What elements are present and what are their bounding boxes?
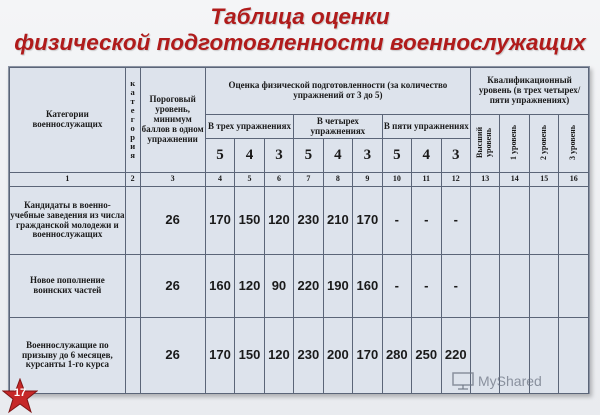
column-number: 2 bbox=[125, 173, 140, 187]
score-cell: - bbox=[382, 187, 411, 255]
score-cell: 120 bbox=[264, 187, 293, 255]
score-cell: 120 bbox=[264, 318, 293, 394]
threshold-value: 26 bbox=[140, 187, 205, 255]
slide-number-badge bbox=[2, 378, 38, 414]
score-cell: 190 bbox=[323, 255, 352, 318]
empty-cell bbox=[125, 318, 140, 394]
score-cell: 220 bbox=[441, 318, 471, 394]
empty-cell bbox=[500, 255, 529, 318]
score-cell: 160 bbox=[205, 255, 234, 318]
assessment-table bbox=[9, 67, 589, 394]
score-cell: 170 bbox=[353, 187, 382, 255]
column-number: 6 bbox=[264, 173, 293, 187]
grade-cell: 4 bbox=[235, 139, 264, 173]
slide-number: 17 bbox=[13, 387, 27, 399]
score-cell: 90 bbox=[264, 255, 293, 318]
header-in-three: В трех упражнениях bbox=[205, 115, 293, 139]
score-cell: 280 bbox=[382, 318, 411, 394]
assessment-table-container bbox=[8, 66, 590, 394]
header-qualification: Квалификационный уровень (в трех четырех/пяти упражнениях) bbox=[471, 68, 589, 115]
row-label: Военнослужащие по призыву до 6 месяцев, курсанты 1-го курса bbox=[10, 318, 126, 394]
column-number: 11 bbox=[412, 173, 441, 187]
column-number: 15 bbox=[529, 173, 558, 187]
empty-cell bbox=[559, 255, 589, 318]
qual-level-2: 2 уровень bbox=[529, 115, 558, 173]
grade-cell: 3 bbox=[353, 139, 382, 173]
watermark bbox=[452, 371, 542, 391]
qual-level-1: 1 уровень bbox=[500, 115, 529, 173]
row-label: Кандидаты в военно-учебные заведения из числа гражданской молодежи и военнослужащих bbox=[10, 187, 126, 255]
empty-cell bbox=[125, 187, 140, 255]
score-cell: 250 bbox=[412, 318, 441, 394]
score-cell: 150 bbox=[235, 187, 264, 255]
score-cell: 120 bbox=[235, 255, 264, 318]
empty-cell bbox=[125, 255, 140, 318]
threshold-value: 26 bbox=[140, 318, 205, 394]
page-title-line2: физической подготовленности военнослужащих bbox=[14, 30, 586, 55]
column-number: 13 bbox=[471, 173, 500, 187]
row-label: Новое пополнение воинских частей bbox=[10, 255, 126, 318]
score-cell: - bbox=[382, 255, 411, 318]
header-category: категория bbox=[125, 68, 140, 173]
column-number: 3 bbox=[140, 173, 205, 187]
empty-cell bbox=[529, 187, 558, 255]
column-number: 14 bbox=[500, 173, 529, 187]
score-cell: 170 bbox=[353, 318, 382, 394]
grade-cell: 3 bbox=[441, 139, 471, 173]
empty-cell bbox=[471, 187, 500, 255]
column-number: 10 bbox=[382, 173, 411, 187]
threshold-value: 26 bbox=[140, 255, 205, 318]
empty-cell bbox=[529, 255, 558, 318]
header-categories: Категории военнослужащих bbox=[10, 68, 126, 173]
score-cell: 230 bbox=[294, 318, 323, 394]
empty-cell bbox=[471, 255, 500, 318]
score-cell: 160 bbox=[353, 255, 382, 318]
column-number: 4 bbox=[205, 173, 234, 187]
column-number: 1 bbox=[10, 173, 126, 187]
grade-cell: 4 bbox=[412, 139, 441, 173]
score-cell: - bbox=[441, 187, 471, 255]
qual-level-highest: Высший уровень bbox=[471, 115, 500, 173]
grade-cell: 4 bbox=[323, 139, 352, 173]
header-in-five: В пяти упражнениях bbox=[382, 115, 470, 139]
column-number: 8 bbox=[323, 173, 352, 187]
header-in-four: В четырех упражнениях bbox=[294, 115, 382, 139]
score-cell: 170 bbox=[205, 318, 234, 394]
grade-cell: 5 bbox=[382, 139, 411, 173]
grade-cell: 5 bbox=[205, 139, 234, 173]
column-number: 16 bbox=[559, 173, 589, 187]
grade-cell: 5 bbox=[294, 139, 323, 173]
table-row bbox=[10, 187, 589, 255]
empty-cell bbox=[559, 187, 589, 255]
score-cell: 170 bbox=[205, 187, 234, 255]
column-number: 9 bbox=[353, 173, 382, 187]
score-cell: 200 bbox=[323, 318, 352, 394]
score-cell: 210 bbox=[323, 187, 352, 255]
score-cell: - bbox=[441, 255, 471, 318]
empty-cell bbox=[500, 187, 529, 255]
watermark-text: MyShared bbox=[478, 373, 542, 389]
score-cell: 150 bbox=[235, 318, 264, 394]
qual-level-3: 3 уровень bbox=[559, 115, 589, 173]
header-threshold: Пороговый уровень, минимум баллов в одном упражнении bbox=[140, 68, 205, 173]
page-title-line1: Таблица оценки bbox=[210, 4, 390, 29]
grade-cell: 3 bbox=[264, 139, 293, 173]
score-cell: 220 bbox=[294, 255, 323, 318]
empty-cell bbox=[559, 318, 589, 394]
column-number: 7 bbox=[294, 173, 323, 187]
score-cell: - bbox=[412, 255, 441, 318]
score-cell: 230 bbox=[294, 187, 323, 255]
column-number: 5 bbox=[235, 173, 264, 187]
column-number: 12 bbox=[441, 173, 471, 187]
presentation-icon bbox=[452, 372, 474, 390]
header-assessment: Оценка физической подготовленности (за количество упражнений от 3 до 5) bbox=[205, 68, 470, 115]
table-row bbox=[10, 255, 589, 318]
score-cell: - bbox=[412, 187, 441, 255]
